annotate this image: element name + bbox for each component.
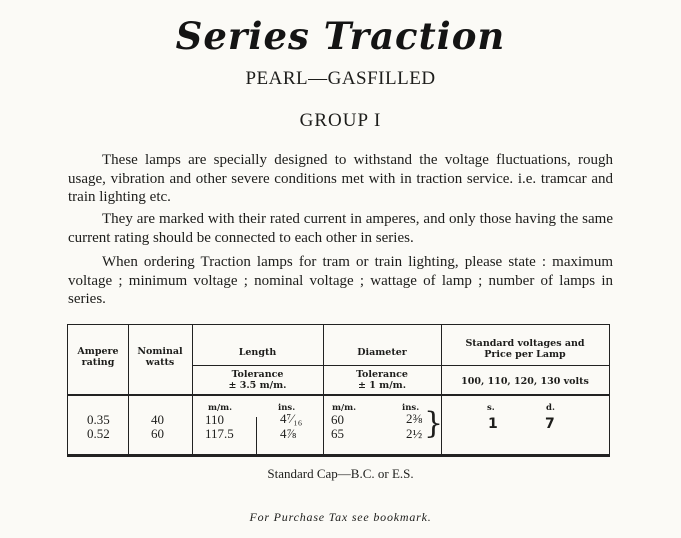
unit-pence: d. [546,403,555,413]
brace-icon: } [424,406,444,441]
row2-dia-ins: 2½ [406,426,423,441]
unit-ins: ins. [402,403,420,413]
row1-watts: 40 [151,412,164,427]
subtitle: PEARL—GASFILLED [245,68,436,89]
group-heading: GROUP I [299,110,382,131]
header-divider [441,365,609,366]
row2-watts: 60 [151,426,164,441]
unit-mm: m/m. [208,403,233,413]
header-length: Length [238,347,277,358]
page-title: Series Traction [175,14,506,58]
row2-length-ins: 4⅞ [280,426,297,441]
row1-length-ins: 4⁷⁄₁₆ [280,411,303,426]
header-divider [192,365,441,366]
header-ampere: Ampere rating [77,346,119,368]
header-price: Standard voltages and Price per Lamp [465,338,585,360]
header-diameter: Diameter [357,347,407,358]
ordering-paragraph: When ordering Traction lamps for tram or train lighting, please state : maximum voltage ; minimum voltage ; nominal voltage ; wattage of lamp ; number of lamps in series. [68,254,613,307]
price-shillings: 1 [488,416,498,432]
header-bottom-rule [68,394,609,396]
row2-dia-mm: 65 [331,426,344,441]
row1-dia-mm: 60 [331,412,344,427]
row2-length-mm: 117.5 [205,426,234,441]
purchase-tax-note: For Purchase Tax see bookmark. [249,510,432,524]
header-voltages: 100, 110, 120, 130 volts [461,376,589,387]
header-length-tolerance: Tolerance ± 3.5 m/m. [228,369,287,391]
row2-ampere: 0.52 [87,426,110,441]
spec-table [67,324,610,457]
column-divider [256,417,257,454]
header-diameter-tolerance: Tolerance ± 1 m/m. [356,369,408,391]
row1-ampere: 0.35 [87,412,110,427]
intro-paragraph: These lamps are specially designed to withstand the voltage fluctuations, rough usage, vibration and other severe conditions met with in traction service. i.e. tramcar and train lighting etc. [68,152,613,205]
marking-paragraph: They are marked with their rated current in amperes, and only those having the same current rating should be connected to each other in series. [68,211,613,246]
unit-mm: m/m. [332,403,357,413]
unit-shillings: s. [487,403,495,413]
row1-dia-ins: 2⅜ [406,411,423,426]
price-pence: 7 [545,416,555,432]
column-divider [128,325,129,454]
row1-length-mm: 110 [205,412,225,427]
standard-cap-note: Standard Cap—B.C. or E.S. [267,466,414,481]
unit-ins: ins. [278,403,296,413]
header-watts: Nominal watts [137,346,183,368]
